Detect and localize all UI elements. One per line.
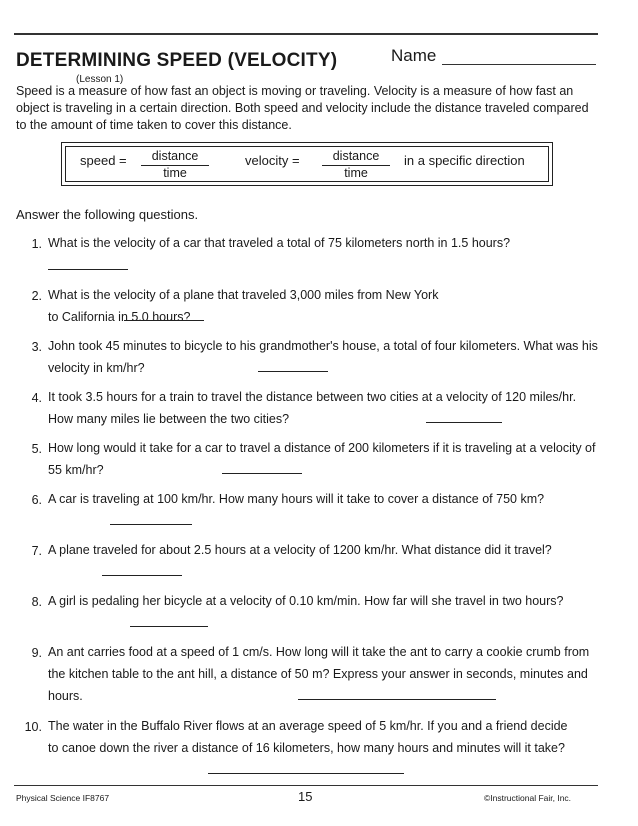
answer-blank[interactable] [102, 575, 182, 576]
question-text: John took 45 minutes to bicycle to his grandmother's house, a total of four kilometers. What was his velocity in km/hr? [48, 339, 598, 375]
question-text: It took 3.5 hours for a train to travel the distance between two cities at a velocity of 120 miles/hr. How many miles lie between the two cities? [48, 390, 577, 426]
velocity-numerator: distance [322, 149, 390, 166]
answer-blank[interactable] [110, 524, 192, 525]
question-text: How long would it take for a car to travel a distance of 200 kilometers if it is traveling at a velocity of 55 km/hr? [48, 441, 596, 477]
page-title: DETERMINING SPEED (VELOCITY) [16, 50, 338, 71]
answer-blank[interactable] [298, 699, 496, 700]
answer-blank[interactable] [426, 422, 502, 423]
speed-denominator: time [163, 166, 187, 180]
speed-numerator: distance [141, 149, 209, 166]
name-field[interactable] [442, 64, 596, 65]
velocity-denominator: time [344, 166, 368, 180]
answer-blank[interactable] [48, 269, 128, 270]
question-number: 4. [31, 391, 42, 405]
answer-blank[interactable] [208, 773, 404, 774]
answer-blank[interactable] [222, 473, 302, 474]
answer-blank[interactable] [124, 320, 204, 321]
question-text: A girl is pedaling her bicycle at a velocity of 0.10 km/min. How far will she travel in two hours? [48, 594, 564, 608]
bottom-rule [14, 785, 598, 786]
top-rule [14, 33, 598, 35]
question-text-body: What is the velocity of a plane that traveled 3,000 miles from New York to California in 5.0 hours? [48, 288, 439, 324]
name-label: Name [391, 46, 437, 65]
intro-paragraph: Speed is a measure of how fast an object is moving or traveling. Velocity is a measure of how fast an object is traveling in a certain direction. Both speed and velocity include the distance traveled compared to the amount of time taken to cover this distance. [16, 84, 589, 132]
velocity-suffix: in a specific direction [404, 153, 525, 168]
question-text: An ant carries food at a speed of 1 cm/s. How long will it take the ant to carry a cookie crumb from the kitchen table to the ant hill, a distance of 50 m? Express your answer in seconds, minutes and hours. [48, 645, 590, 703]
question-number: 10. [24, 720, 42, 734]
speed-fraction [141, 149, 209, 181]
question-number: 2. [31, 289, 42, 303]
answer-blank[interactable] [130, 626, 208, 627]
question-number: 7. [31, 544, 42, 558]
velocity-label: velocity = [245, 153, 300, 168]
question-text: What is the velocity of a car that traveled a total of 75 kilometers north in 1.5 hours? [48, 236, 511, 250]
question-text: The water in the Buffalo River flows at an average speed of 5 km/hr. If you and a friend decide to canoe down the river a distance of 16 kilometers, how many hours and minutes will it take? [48, 719, 568, 755]
speed-label: speed = [80, 153, 127, 168]
question-number: 6. [31, 493, 42, 507]
velocity-fraction [322, 149, 390, 181]
question-number: 3. [31, 340, 42, 354]
question-text [48, 284, 448, 328]
question-text: A plane traveled for about 2.5 hours at a velocity of 1200 km/hr. What distance did it travel? [48, 543, 552, 557]
question-number: 9. [31, 646, 42, 660]
answer-heading: Answer the following questions. [16, 207, 199, 222]
footer-copyright: ©Instructional Fair, Inc. [484, 793, 572, 803]
question-text: A car is traveling at 100 km/hr. How many hours will it take to cover a distance of 750 km? [48, 492, 545, 506]
question-number: 5. [31, 442, 42, 456]
footer-book-id: Physical Science IF8767 [16, 793, 110, 803]
lesson-note: (Lesson 1) [76, 74, 124, 85]
question-number: 1. [31, 237, 42, 251]
page-number: 15 [298, 789, 313, 804]
answer-blank[interactable] [258, 371, 328, 372]
question-number: 8. [31, 595, 42, 609]
